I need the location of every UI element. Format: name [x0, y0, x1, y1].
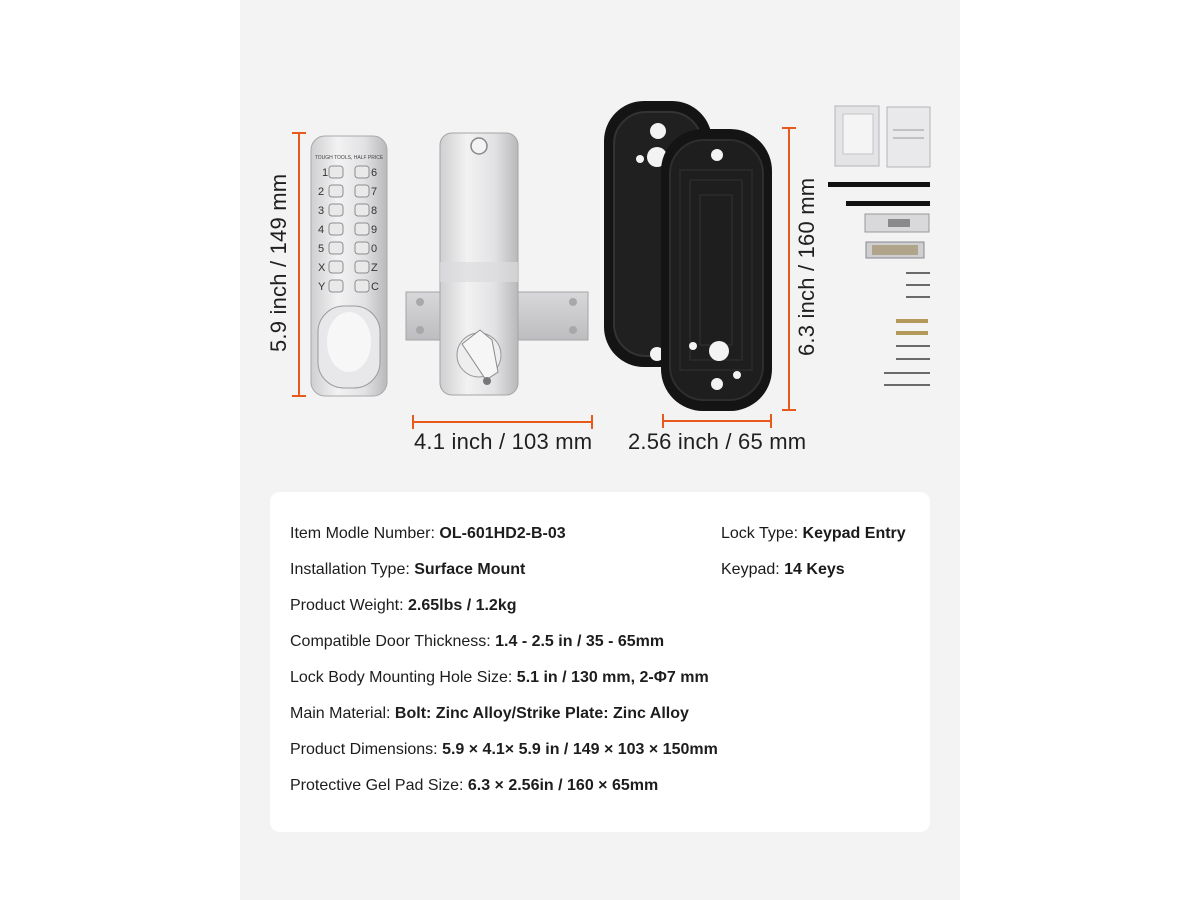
- key-7: 7: [371, 186, 378, 198]
- key-6: 6: [371, 167, 378, 179]
- spec-model: Item Modle Number: OL-601HD2-B-03: [290, 525, 566, 542]
- key-5: 5: [318, 243, 325, 255]
- spec-door-thickness: Compatible Door Thickness: 1.4 - 2.5 in / 35 - 65mm: [290, 633, 665, 650]
- lock-height-label: 5.9 inch / 149 mm: [266, 173, 291, 352]
- key-8: 8: [371, 205, 378, 217]
- key-0: 0: [371, 243, 378, 255]
- spec-lock-type: Lock Type: Keypad Entry: [721, 525, 906, 542]
- accessories-icon: [828, 106, 930, 385]
- lock-height-dimension: [292, 133, 306, 396]
- spec-hole-size: Lock Body Mounting Hole Size: 5.1 in / 130 mm, 2-Φ7 mm: [290, 669, 709, 686]
- spec-weight: Product Weight: 2.65lbs / 1.2kg: [290, 597, 517, 614]
- spec-material: Main Material: Bolt: Zinc Alloy/Strike Plate: Zinc Alloy: [290, 705, 689, 722]
- gel-pad-front-icon: [661, 129, 772, 411]
- key-z: Z: [371, 262, 378, 274]
- lock-width-label: 4.1 inch / 103 mm: [414, 429, 593, 454]
- key-y: Y: [318, 281, 326, 293]
- key-4: 4: [318, 224, 325, 236]
- spec-gel-pad-size: Protective Gel Pad Size: 6.3 × 2.56in / 160 × 65mm: [290, 777, 659, 794]
- spec-product-dimensions: Product Dimensions: 5.9 × 4.1× 5.9 in / 149 × 103 × 150mm: [290, 741, 718, 758]
- key-1: 1: [322, 167, 329, 179]
- pad-width-dimension: [663, 414, 771, 428]
- key-x: X: [318, 262, 326, 274]
- spec-keypad: Keypad: 14 Keys: [721, 561, 845, 578]
- key-c: C: [371, 281, 379, 293]
- key-3: 3: [318, 205, 325, 217]
- svg-text:TOUGH TOOLS, HALF PRICE: TOUGH TOOLS, HALF PRICE: [314, 155, 384, 161]
- spec-install: Installation Type: Surface Mount: [290, 561, 526, 578]
- lock-body-rear-icon: [406, 133, 588, 395]
- key-2: 2: [318, 186, 325, 198]
- pad-width-label: 2.56 inch / 65 mm: [628, 429, 807, 454]
- spec-card: [270, 492, 930, 832]
- pad-height-label: 6.3 inch / 160 mm: [794, 177, 819, 356]
- lock-width-dimension: [413, 415, 592, 429]
- key-9: 9: [371, 224, 378, 236]
